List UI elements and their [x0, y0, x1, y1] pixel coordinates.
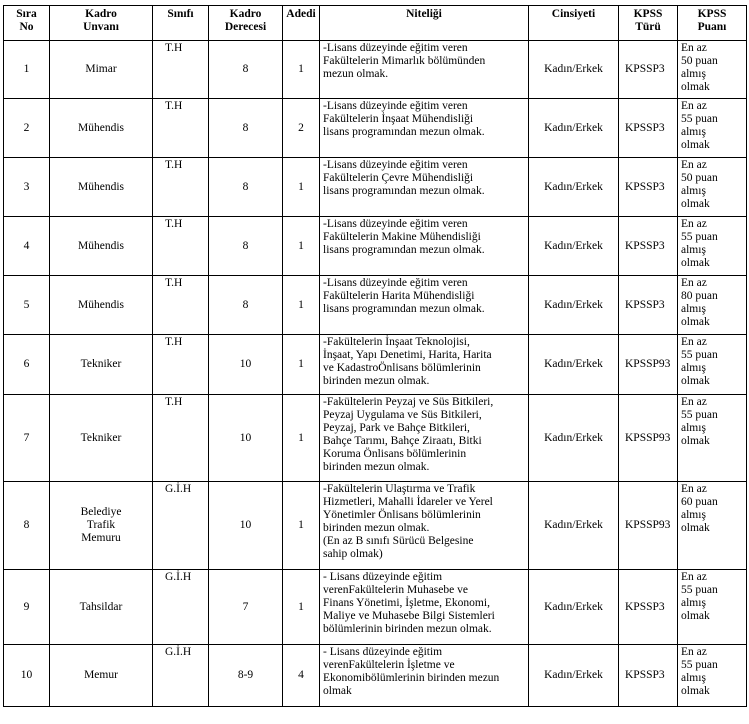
cell-line: En az: [681, 42, 707, 54]
cell-line: Sıra: [16, 8, 37, 20]
cell-line: Maliye ve Muhasebe Bilgi Sistemleri: [323, 610, 495, 622]
cell-line: En az: [681, 571, 707, 583]
cell-line: olmak: [681, 375, 710, 387]
cell-adedi: 1: [283, 276, 320, 335]
cell-sira-no: 6: [4, 335, 50, 395]
cell-line: almış: [681, 303, 706, 315]
cell-line: Fakültelerin Makine Mühendisliği: [323, 231, 481, 243]
cell-line: 55 puan: [681, 659, 718, 671]
cell-kpss-turu: KPSSP93: [619, 395, 678, 482]
cell-adedi: 4: [283, 645, 320, 707]
cell-niteligi: [320, 276, 529, 335]
cell-line: En az: [681, 396, 707, 408]
cell-kpss-puani: [678, 276, 747, 335]
cell-niteligi: [320, 335, 529, 395]
cell-line: Hizmetleri, Mahalli İdareler ve Yerel: [323, 496, 493, 508]
cell-line: Niteliği: [406, 8, 442, 20]
cell-line: - Lisans düzeyinde eğitim: [323, 571, 443, 583]
cell-sira-no: 7: [4, 395, 50, 482]
cell-line: -Fakültelerin İnşaat Teknolojisi,: [323, 336, 470, 348]
cell-kadro-derecesi: 8: [209, 99, 283, 158]
cell-line: KPSS: [633, 8, 663, 20]
cell-line: bölümlerinin birinden mezun olmak.: [323, 623, 492, 635]
cell-line: Mühendis: [78, 298, 124, 311]
cell-sira-no: 5: [4, 276, 50, 335]
cell-line: Mühendis: [78, 180, 124, 193]
cell-sinifi: T.H: [153, 158, 209, 217]
cell-line: sahip olmak): [323, 548, 383, 560]
cell-adedi: 1: [283, 482, 320, 570]
cell-cinsiyeti: Kadın/Erkek: [529, 482, 619, 570]
cell-adedi: 1: [283, 335, 320, 395]
table-row: [4, 41, 747, 99]
cell-line: Peyzaj Uygulama ve Süs Bitkileri,: [323, 409, 482, 421]
cell-kpss-turu: KPSSP93: [619, 482, 678, 570]
cell-line: verenFakültelerin İşletme ve: [323, 659, 455, 671]
cell-line: Memuru: [81, 532, 121, 544]
header-kpss-turu: [619, 6, 678, 41]
cell-line: İnşaat, Yapı Denetimi, Harita, Harita: [323, 349, 492, 361]
cell-sira-no: 2: [4, 99, 50, 158]
cell-kpss-turu: KPSSP3: [619, 645, 678, 707]
cell-kadro-unvani: [50, 41, 153, 99]
cell-line: lisans programından mezun olmak.: [323, 303, 485, 315]
cell-cinsiyeti: Kadın/Erkek: [529, 276, 619, 335]
cell-kadro-derecesi: 8: [209, 276, 283, 335]
cell-line: Mühendis: [78, 239, 124, 252]
cell-line: Mimar: [85, 63, 117, 75]
cell-line: almış: [681, 509, 706, 521]
cell-kpss-puani: [678, 158, 747, 217]
cell-kpss-turu: KPSSP93: [619, 335, 678, 395]
cell-line: birinden mezun olmak.: [323, 522, 430, 534]
cell-line: Cinsiyeti: [551, 8, 596, 20]
cell-line: birinden mezun olmak.: [323, 375, 430, 387]
cell-kpss-turu: KPSSP3: [619, 276, 678, 335]
cell-line: 60 puan: [681, 496, 718, 508]
cell-cinsiyeti: Kadın/Erkek: [529, 570, 619, 645]
cell-sinifi: G.İ.H: [153, 482, 209, 570]
cell-kpss-puani: [678, 645, 747, 707]
cell-kpss-puani: [678, 217, 747, 276]
cell-line: Fakültelerin İnşaat Mühendisliği: [323, 113, 474, 125]
cell-line: almış: [681, 362, 706, 374]
cell-kpss-turu: KPSSP3: [619, 217, 678, 276]
cell-kpss-puani: [678, 570, 747, 645]
cell-line: -Lisans düzeyinde eğitim veren: [323, 42, 468, 54]
cell-kadro-derecesi: 10: [209, 482, 283, 570]
cell-kpss-turu: KPSSP3: [619, 158, 678, 217]
header-sira-no: [4, 6, 50, 41]
cell-kpss-puani: [678, 335, 747, 395]
cell-line: Adedi: [286, 8, 316, 20]
table-row: [4, 217, 747, 276]
cell-adedi: 2: [283, 99, 320, 158]
header-adedi: [283, 6, 320, 41]
cell-sinifi: T.H: [153, 217, 209, 276]
cell-line: 55 puan: [681, 584, 718, 596]
cell-line: 55 puan: [681, 349, 718, 361]
cell-niteligi: [320, 217, 529, 276]
cell-line: Tekniker: [80, 358, 122, 370]
cell-line: Koruma Önlisans bölümlerinin: [323, 448, 467, 460]
cell-kadro-derecesi: 8: [209, 41, 283, 99]
cell-line: Finans Yönetimi, İşletme, Ekonomi,: [323, 597, 490, 609]
cell-line: En az: [681, 159, 707, 171]
cell-adedi: 1: [283, 217, 320, 276]
table-row: [4, 158, 747, 217]
cell-line: olmak: [681, 198, 710, 210]
cell-line: lisans programından mezun olmak.: [323, 185, 485, 197]
cell-adedi: 1: [283, 41, 320, 99]
cell-kpss-puani: [678, 482, 747, 570]
cell-cinsiyeti: Kadın/Erkek: [529, 645, 619, 707]
cell-cinsiyeti: Kadın/Erkek: [529, 335, 619, 395]
cell-line: Memur: [84, 669, 118, 681]
cell-adedi: 1: [283, 395, 320, 482]
cell-sinifi: T.H: [153, 276, 209, 335]
table-row: [4, 395, 747, 482]
header-sinifi: [153, 6, 209, 41]
cell-line: 55 puan: [681, 409, 718, 421]
header-cinsiyeti: [529, 6, 619, 41]
cell-sinifi: T.H: [153, 99, 209, 158]
cell-line: 55 puan: [681, 231, 718, 243]
cell-line: Kadro: [85, 8, 117, 20]
cell-line: olmak: [681, 522, 710, 534]
cell-kadro-unvani: [50, 570, 153, 645]
cell-line: almış: [681, 68, 706, 80]
cell-sira-no: 9: [4, 570, 50, 645]
cell-line: Sınıfı: [167, 8, 194, 20]
cell-line: KPSS: [697, 8, 727, 20]
cell-kadro-derecesi: 10: [209, 395, 283, 482]
cell-line: Trafik: [86, 519, 116, 531]
table-row: [4, 482, 747, 570]
cell-kadro-derecesi: 10: [209, 335, 283, 395]
cell-line: En az: [681, 646, 707, 658]
cell-kadro-derecesi: 7: [209, 570, 283, 645]
cell-line: 80 puan: [681, 290, 718, 302]
cell-kadro-unvani: [50, 99, 153, 158]
cell-niteligi: [320, 99, 529, 158]
cell-kadro-unvani: [50, 158, 153, 217]
cell-kpss-turu: KPSSP3: [619, 41, 678, 99]
cell-line: Tahsildar: [79, 600, 123, 613]
cell-line: Türü: [635, 21, 661, 33]
cell-sira-no: 4: [4, 217, 50, 276]
cell-kpss-turu: KPSSP3: [619, 570, 678, 645]
cell-line: En az: [681, 100, 707, 112]
table-row: [4, 570, 747, 645]
cell-line: almış: [681, 422, 706, 434]
cell-adedi: 1: [283, 570, 320, 645]
cell-kpss-puani: [678, 395, 747, 482]
cell-line: En az: [681, 218, 707, 230]
cell-niteligi: [320, 570, 529, 645]
cell-line: almış: [681, 126, 706, 138]
cell-cinsiyeti: Kadın/Erkek: [529, 99, 619, 158]
cell-line: -Lisans düzeyinde eğitim veren: [323, 159, 468, 171]
cell-sinifi: G.İ.H: [153, 570, 209, 645]
table-row: [4, 335, 747, 395]
cell-kadro-unvani: [50, 217, 153, 276]
table-row: [4, 276, 747, 335]
cell-line: Fakültelerin Mimarlık bölümünden: [323, 55, 486, 67]
cell-kpss-turu: KPSSP3: [619, 99, 678, 158]
cell-cinsiyeti: Kadın/Erkek: [529, 217, 619, 276]
cell-line: Bahçe Tarımı, Bahçe Ziraatı, Bitki: [323, 435, 482, 447]
cell-line: lisans programından mezun olmak.: [323, 244, 485, 256]
cell-line: -Lisans düzeyinde eğitim veren: [323, 277, 468, 289]
table-body: [4, 41, 747, 707]
cell-cinsiyeti: Kadın/Erkek: [529, 395, 619, 482]
cell-sinifi: T.H: [153, 335, 209, 395]
cell-line: 50 puan: [681, 172, 718, 184]
document: [3, 5, 746, 707]
cell-line: almış: [681, 597, 706, 609]
cell-line: Tekniker: [80, 431, 122, 444]
header-niteligi: [320, 6, 529, 41]
cell-line: 50 puan: [681, 55, 718, 67]
cell-niteligi: [320, 158, 529, 217]
cell-cinsiyeti: Kadın/Erkek: [529, 41, 619, 99]
cell-line: -Fakültelerin Ulaştırma ve Trafik: [323, 483, 476, 495]
cell-line: olmak: [681, 610, 710, 622]
cell-line: olmak: [681, 435, 710, 447]
cell-line: olmak: [681, 81, 710, 93]
cell-kadro-unvani: [50, 645, 153, 707]
kadro-table: [3, 5, 747, 707]
cell-kadro-derecesi: 8: [209, 158, 283, 217]
cell-adedi: 1: [283, 158, 320, 217]
cell-line: almış: [681, 672, 706, 684]
cell-line: Yönetimler Önlisans bölümlerinin: [323, 509, 481, 521]
cell-line: No: [19, 21, 34, 33]
cell-line: verenFakültelerin Muhasebe ve: [323, 584, 468, 596]
cell-line: ve KadastroÖnlisans bölümlerinin: [323, 362, 481, 374]
cell-niteligi: [320, 41, 529, 99]
cell-line: olmak: [681, 316, 710, 328]
cell-line: Mühendis: [78, 121, 124, 134]
cell-line: Fakültelerin Harita Mühendisliği: [323, 290, 475, 302]
cell-line: mezun olmak.: [323, 68, 389, 80]
header-kadro-unvani: [50, 6, 153, 41]
cell-cinsiyeti: Kadın/Erkek: [529, 158, 619, 217]
cell-sira-no: 3: [4, 158, 50, 217]
cell-line: Puanı: [697, 21, 727, 33]
cell-kadro-unvani: [50, 276, 153, 335]
cell-line: olmak: [323, 685, 352, 697]
cell-kadro-derecesi: 8-9: [209, 645, 283, 707]
cell-line: Peyzaj, Park ve Bahçe Bitkileri,: [323, 422, 470, 434]
cell-sira-no: 1: [4, 41, 50, 99]
cell-line: -Lisans düzeyinde eğitim veren: [323, 100, 468, 112]
cell-line: almış: [681, 185, 706, 197]
cell-kadro-unvani: [50, 482, 153, 570]
cell-line: En az: [681, 277, 707, 289]
cell-line: olmak: [681, 257, 710, 269]
cell-kadro-unvani: [50, 335, 153, 395]
cell-line: Fakültelerin Çevre Mühendisliği: [323, 172, 474, 184]
cell-line: 55 puan: [681, 113, 718, 125]
cell-kpss-puani: [678, 99, 747, 158]
cell-line: Unvanı: [83, 21, 119, 33]
cell-line: Derecesi: [224, 21, 267, 33]
header-kpss-puani: [678, 6, 747, 41]
cell-line: -Lisans düzeyinde eğitim veren: [323, 218, 468, 230]
cell-sinifi: T.H: [153, 41, 209, 99]
cell-line: olmak: [681, 139, 710, 151]
table-header-row: [4, 6, 747, 41]
cell-kadro-unvani: [50, 395, 153, 482]
table-row: [4, 645, 747, 707]
cell-line: almış: [681, 244, 706, 256]
cell-sira-no: 10: [4, 645, 50, 707]
cell-line: En az: [681, 483, 707, 495]
cell-kadro-derecesi: 8: [209, 217, 283, 276]
cell-line: Kadro: [229, 8, 262, 20]
cell-niteligi: [320, 482, 529, 570]
cell-line: Ekonomibölümlerinin birinden mezun: [323, 672, 500, 684]
cell-line: lisans programından mezun olmak.: [323, 126, 485, 138]
cell-line: -Fakültelerin Peyzaj ve Süs Bitkileri,: [323, 396, 494, 408]
cell-sinifi: T.H: [153, 395, 209, 482]
cell-niteligi: [320, 395, 529, 482]
cell-sira-no: 8: [4, 482, 50, 570]
cell-line: - Lisans düzeyinde eğitim: [323, 646, 443, 658]
cell-line: Belediye: [80, 506, 122, 518]
cell-niteligi: [320, 645, 529, 707]
cell-line: birinden mezun olmak.: [323, 461, 430, 473]
cell-sinifi: G.İ.H: [153, 645, 209, 707]
header-kadro-derecesi: [209, 6, 283, 41]
cell-kpss-puani: [678, 41, 747, 99]
cell-line: olmak: [681, 685, 710, 697]
cell-line: En az: [681, 336, 707, 348]
table-row: [4, 99, 747, 158]
cell-line: (En az B sınıfı Sürücü Belgesine: [323, 535, 474, 547]
